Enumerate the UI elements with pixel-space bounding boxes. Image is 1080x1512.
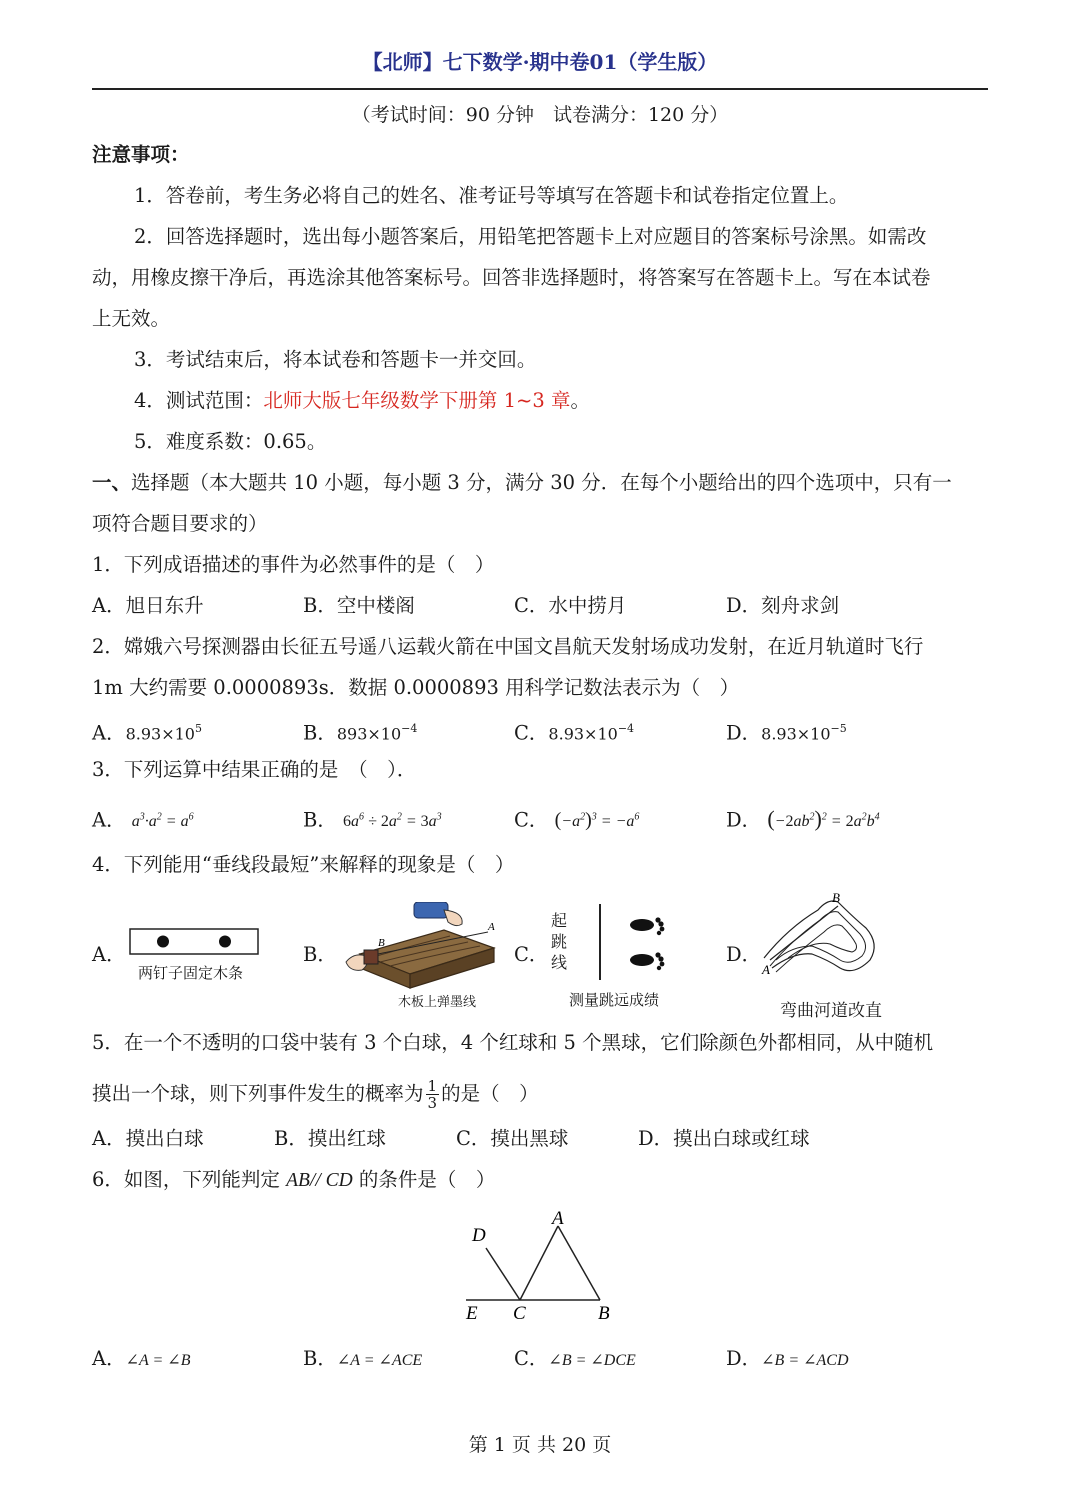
header-rule (92, 88, 988, 90)
q4-d-point-a: A (762, 962, 770, 977)
q5-option-c: C．摸出黑球 (456, 1127, 569, 1150)
note-item-4 (134, 388, 590, 414)
q3-a-label: A． (92, 808, 126, 832)
q3-stem: 3．下列运算中结果正确的是 （ ）． (92, 758, 417, 781)
q2-d-base: 8.93×10 (761, 724, 831, 744)
note-item-5: 5．难度系数：0.65。 (134, 430, 327, 453)
q5-stem-after: 的是（ ） (441, 1082, 539, 1105)
q2-stem-line-1: 2．嫦娥六号探测器由长征五号遥八运载火箭在中国文昌航天发射场成功发射，在近月轨道时飞行 (92, 635, 924, 658)
q4-d-label: D． (726, 943, 762, 966)
segment-ab (558, 1226, 600, 1300)
note-item-2-line-2: 动，用橡皮擦干净后，再选涂其他答案标号。回答非选择题时，将答案写在答题卡上。写在本试卷 (92, 266, 931, 289)
q6-stem (92, 1167, 495, 1194)
q4-c-side-label: 起跳线 (551, 911, 568, 972)
note-item-3: 3．考试结束后，将本试卷和答题卡一并交回。 (134, 348, 537, 371)
segment-dc (486, 1248, 520, 1300)
q2-b-label: B． (303, 721, 337, 745)
note-item-2-line-1: 2．回答选择题时，选出每小题答案后，用铅笔把答题卡上对应题目的答案标号涂黑。如需改 (134, 225, 927, 248)
q2-c-label: C． (514, 721, 549, 745)
q6-stem-before: 6．如图，下列能判定 (92, 1168, 287, 1191)
q6-d-expr: ∠B = ∠ACD (761, 1352, 849, 1369)
q2-option-d (726, 716, 847, 748)
footprint-2 (630, 952, 664, 970)
nail-1 (157, 936, 169, 948)
section-1-title-line-2: 项符合题目要求的） (92, 512, 268, 535)
nail-2 (219, 936, 231, 948)
q6-c-expr: ∠B = ∠DCE (548, 1352, 636, 1369)
q6-option-a (92, 1346, 190, 1374)
q3-b-formula: $6a^6 \div 2a^2 = 3a^3$ (343, 812, 442, 831)
river-bank-middle (770, 912, 866, 966)
q2-b-base: 893×10 (336, 724, 402, 744)
q6-b-expr: ∠A = ∠ACE (336, 1352, 423, 1369)
section-1-title (92, 470, 952, 496)
point-c-label: C (513, 1303, 526, 1324)
q4-b-caption: 木板上弹墨线 (398, 995, 477, 1010)
q2-option-c (514, 716, 634, 748)
straight-channel (770, 906, 838, 960)
q2-c-base: 8.93×10 (548, 724, 618, 744)
q4-a-caption: 两钉子固定木条 (138, 964, 244, 982)
q3-option-b (303, 805, 442, 835)
q3-c-formula: $(-a^2)^3 = -a^6$ (554, 809, 640, 832)
point-a-label: A (552, 1208, 564, 1229)
q4-d-caption: 弯曲河道改直 (780, 1001, 882, 1021)
q4-d-figure (758, 888, 888, 992)
q5-fraction-denominator: 3 (427, 1094, 438, 1112)
q2-d-exp: −5 (830, 722, 847, 735)
q5-stem-line-1: 5．在一个不透明的口袋中装有 3 个白球，4 个红球和 5 个黑球，它们除颜色外都相同，从中随机 (92, 1031, 934, 1054)
q6-stem-math: AB// CD (286, 1170, 353, 1191)
q4-b-point-b: B (378, 937, 385, 949)
q6-c-label: C． (514, 1347, 549, 1370)
q5-option-d: D．摸出白球或红球 (638, 1127, 810, 1150)
exam-info: （考试时间：90 分钟 试卷满分：120 分） (351, 104, 729, 126)
q3-option-d (726, 805, 880, 835)
q6-stem-after: 的条件是（ ） (352, 1168, 496, 1191)
segment-ca (520, 1226, 558, 1300)
q1-stem: 1．下列成语描述的事件为必然事件的是（ ） (92, 553, 495, 576)
q6-option-b (303, 1346, 422, 1374)
point-b-label: B (598, 1303, 610, 1324)
q1-option-a: A．旭日东升 (92, 594, 204, 617)
notes-heading: 注意事项： (92, 143, 190, 166)
q3-a-formula: $a^3\cdot a^2 = a^6$ (131, 812, 194, 831)
q3-d-label: D． (726, 808, 762, 832)
q4-stem: 4．下列能用“垂线段最短”来解释的现象是（ ） (92, 853, 515, 876)
document-title: 【北师】七下数学·期中卷01（学生版） (362, 50, 718, 74)
q6-a-expr: ∠A = ∠B (125, 1352, 191, 1369)
q6-b-label: B． (303, 1347, 337, 1370)
q5-fraction (426, 1078, 440, 1111)
test-range: 北师大版七年级数学下册第 1~3 章 (263, 389, 571, 412)
q4-b-label: B． (303, 943, 337, 966)
q4-a-figure (128, 926, 262, 958)
q4-c-figure (570, 904, 680, 984)
ink-box (364, 950, 378, 964)
q5-fraction-numerator: 1 (427, 1077, 438, 1095)
q1-option-b: B．空中楼阁 (303, 594, 415, 617)
q6-d-label: D． (726, 1347, 762, 1370)
note-item-4-prefix: 4．测试范围： (134, 389, 264, 412)
hand-right-sleeve (414, 902, 448, 918)
q1-option-c: C．水中捞月 (514, 594, 627, 617)
q5-option-a: A．摸出白球 (92, 1127, 204, 1150)
note-item-2-line-3: 上无效。 (92, 307, 171, 330)
point-d-label: D (472, 1225, 486, 1246)
q2-stem-line-2: 1m 大约需要 0.0000893s．数据 0.0000893 用科学记数法表示为（ ） (92, 676, 740, 699)
q4-a-label: A． (92, 943, 126, 966)
q6-a-label: A． (92, 1347, 126, 1370)
q2-option-b (303, 716, 417, 748)
q2-option-a (92, 716, 202, 748)
q6-option-d (726, 1346, 849, 1374)
q2-b-exp: −4 (401, 722, 418, 735)
q3-option-c (514, 805, 639, 835)
wooden-strip (130, 929, 258, 954)
q6-figure (460, 1208, 620, 1326)
q3-c-label: C． (514, 808, 549, 832)
q5-stem-line-2 (92, 1078, 539, 1111)
section-1-number: 一、 (92, 471, 132, 494)
footprint-1 (630, 917, 664, 935)
q3-d-formula: $(-2ab^2)^2 = 2a^2b^4$ (767, 806, 880, 832)
q4-d-point-b: B (832, 890, 840, 905)
section-1-title-line-1: 选择题（本大题共 10 小题，每小题 3 分，满分 30 分．在每个小题给出的四个选项中，只有一 (131, 471, 952, 494)
q4-b-figure (340, 902, 510, 992)
q2-a-base: 8.93×10 (125, 724, 195, 744)
q4-c-caption: 测量跳远成绩 (569, 991, 660, 1009)
hand-right (444, 910, 462, 926)
note-item-1: 1．答卷前，考生务必将自己的姓名、准考证号等填写在答题卡和试卷指定位置上。 (134, 184, 849, 207)
q1-option-d: D．刻舟求剑 (726, 594, 840, 617)
point-e-label: E (466, 1303, 478, 1324)
q2-a-exp: 5 (194, 722, 202, 735)
q4-c-label: C． (514, 943, 549, 966)
q2-a-label: A． (92, 721, 126, 745)
q2-d-label: D． (726, 721, 762, 745)
q6-option-c (514, 1346, 636, 1374)
q5-stem-before: 摸出一个球，则下列事件发生的概率为 (92, 1082, 424, 1105)
q3-option-a (92, 805, 194, 835)
q4-b-point-a: A (488, 921, 495, 933)
q3-b-label: B． (303, 808, 337, 832)
q5-option-b: B．摸出红球 (274, 1127, 386, 1150)
page-number: 第 1 页 共 20 页 (468, 1434, 612, 1456)
note-item-4-suffix: 。 (570, 389, 590, 412)
q2-c-exp: −4 (617, 722, 635, 735)
